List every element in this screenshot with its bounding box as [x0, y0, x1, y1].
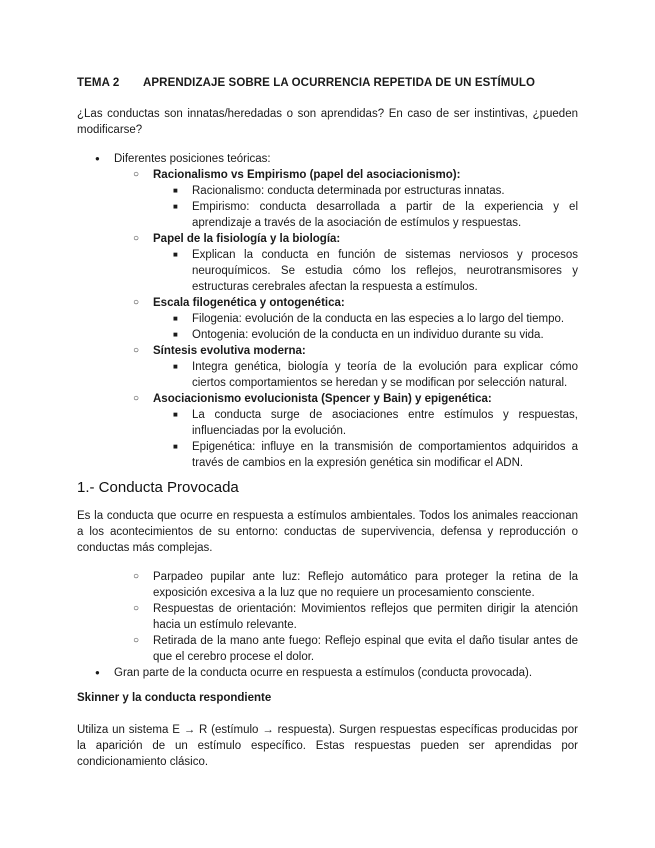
- section-paragraph: Es la conducta que ocurre en respuesta a estímulos ambientales. Todos los animales reaccionan a los acontecimientos de su entorno: conductas de supervivencia, defensa y reproducción o conductas más complejas.: [77, 510, 578, 554]
- examples-list: [77, 569, 578, 681]
- topic-heading: [77, 77, 535, 89]
- section-heading: 1.- Conducta Provocada: [77, 479, 239, 496]
- topic-number: TEMA 2: [77, 77, 120, 89]
- group-item: ■ Epigenética: influye en la transmisión de comportamientos adquiridos a través de cambios en la expresión genética sin modificar el ADN.: [77, 439, 578, 471]
- group-item: ■ Integra genética, biología y teoría de la evolución para explicar cómo ciertos comportamientos se heredan y se modifican por selección natural.: [77, 359, 578, 391]
- intro-question: ¿Las conductas son innatas/heredadas o son aprendidas? En caso de ser instintivas, ¿pueden modificarse?: [77, 108, 578, 136]
- group-item: ■ La conducta surge de asociaciones entre estímulos y respuestas, influenciadas por la evolución.: [77, 407, 578, 439]
- example-item: ○ Retirada de la mano ante fuego: Reflejo espinal que evita el daño tisular antes de que el cerebro procese el dolor.: [77, 633, 578, 665]
- group-title: ○ Papel de la fisiología y la biología:: [77, 231, 578, 247]
- group-item: ■ Explican la conducta en función de sistemas nerviosos y procesos neuroquímicos. Se estudia cómo los reflejos, neurotransmisores y estructuras cerebrales afectan la respuesta a estímulos.: [77, 247, 578, 295]
- group-item: ■ Empirismo: conducta desarrollada a partir de la experiencia y el aprendizaje a través de la asociación de estímulos y respuestas.: [77, 199, 578, 231]
- example-item: ○ Respuestas de orientación: Movimientos reflejos que permiten dirigir la atención hacia un estímulo relevante.: [77, 601, 578, 633]
- group-title: ○ Asociacionismo evolucionista (Spencer y Bain) y epigenética:: [77, 391, 578, 407]
- group-title: ○ Racionalismo vs Empirismo (papel del asociacionismo):: [77, 167, 578, 183]
- positions-label: ● Diferentes posiciones teóricas:: [77, 151, 578, 167]
- group-item: ■ Ontogenia: evolución de la conducta en un individuo durante su vida.: [77, 327, 578, 343]
- group-item: ■ Racionalismo: conducta determinada por estructuras innatas.: [77, 183, 578, 199]
- subsection-paragraph: Utiliza un sistema E → R (estímulo → respuesta). Surgen respuestas específicas producidas por la aparición de un estímulo específico. Estas respuestas pueden ser aprendidas por condicionamiento clásico.: [77, 724, 578, 768]
- group-title: ○ Síntesis evolutiva moderna:: [77, 343, 578, 359]
- example-item: ○ Parpadeo pupilar ante luz: Reflejo automático para proteger la retina de la exposición excesiva a la luz que no requiere un procesamiento consciente.: [77, 569, 578, 601]
- positions-list: [77, 151, 578, 471]
- subsection-heading: Skinner y la conducta respondiente: [77, 692, 272, 704]
- group-item: ■ Filogenia: evolución de la conducta en las especies a lo largo del tiempo.: [77, 311, 578, 327]
- summary-item: ● Gran parte de la conducta ocurre en respuesta a estímulos (conducta provocada).: [77, 665, 578, 681]
- topic-title: APRENDIZAJE SOBRE LA OCURRENCIA REPETIDA DE UN ESTÍMULO: [143, 77, 536, 89]
- group-title: ○ Escala filogenética y ontogenética:: [77, 295, 578, 311]
